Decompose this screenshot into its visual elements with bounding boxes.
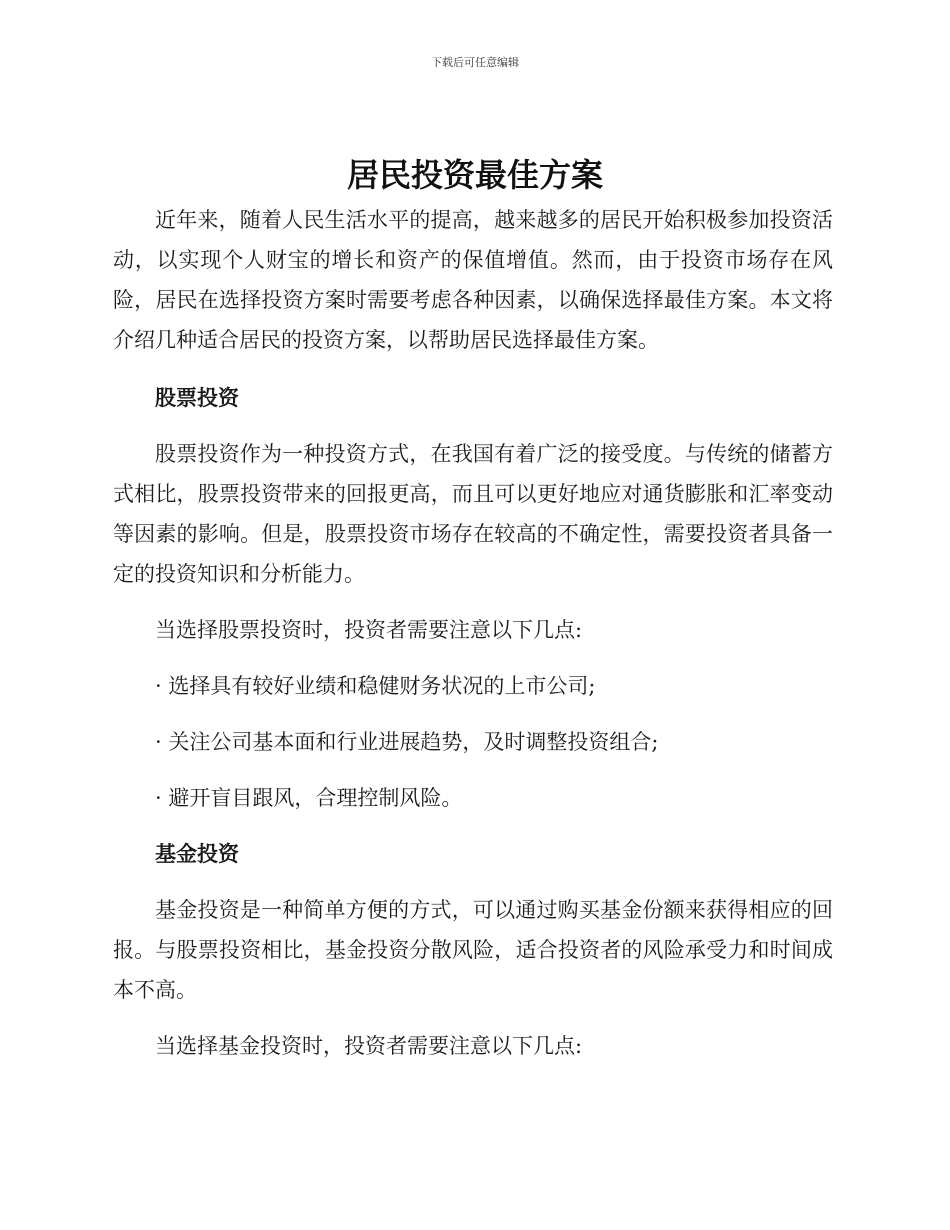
stocks-bullet-3: · 避开盲目跟风，合理控制风险。 (155, 786, 463, 810)
stocks-paragraph: 股票投资作为一种投资方式，在我国有着广泛的接受度。与传统的储蓄方式相比，股票投资带来的回报更高，而且可以更好地应对通货膨胀和汇率变动等因素的影响。但是，股票投资市场存在较高的不确定性，需要投资者具备一定的投资知识和分析能力。 (113, 442, 833, 586)
stocks-bullet-2: · 关注公司基本面和行业进展趋势，及时调整投资组合; (155, 730, 659, 754)
header-note: 下载后可任意编辑 (431, 56, 519, 69)
stocks-lead: 当选择股票投资时，投资者需要注意以下几点: (155, 618, 583, 642)
document-body (113, 200, 833, 1066)
funds-paragraph: 基金投资是一种简单方便的方式，可以通过购买基金份额来获得相应的回报。与股票投资相比，基金投资分散风险，适合投资者的风险承受力和时间成本不高。 (113, 898, 833, 1002)
stocks-bullet-1: · 选择具有较好业绩和稳健财务状况的上市公司; (155, 674, 596, 698)
section-heading-stocks: 股票投资 (155, 386, 239, 410)
document-title: 居民投资最佳方案 (346, 156, 603, 194)
funds-lead: 当选择基金投资时，投资者需要注意以下几点: (155, 1034, 583, 1058)
intro-paragraph: 近年来，随着人民生活水平的提高，越来越多的居民开始积极参加投资活动，以实现个人财宝的增长和资产的保值增值。然而，由于投资市场存在风险，居民在选择投资方案时需要考虑各种因素，以确保选择最佳方案。本文将介绍几种适合居民的投资方案，以帮助居民选择最佳方案。 (113, 208, 833, 352)
section-heading-funds: 基金投资 (155, 842, 239, 866)
